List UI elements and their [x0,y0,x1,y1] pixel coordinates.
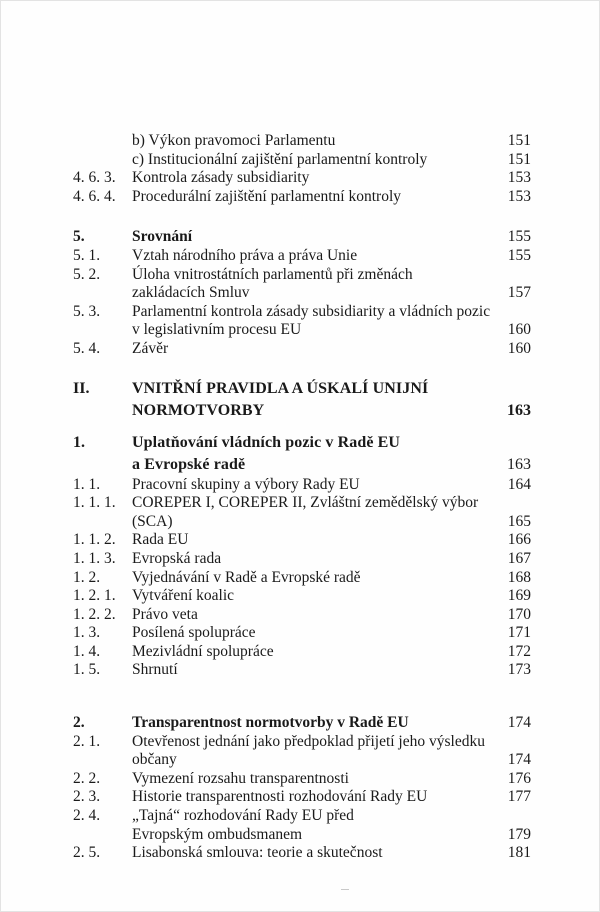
toc-entry-number: 1. 2. [73,568,101,586]
toc-entry-page: 160 [507,339,531,357]
toc-entry-number: 1. 1. 3. [73,549,116,567]
toc-entry-title: Kontrola zásady subsidiarity [132,169,310,187]
toc-entry-page: 169 [507,587,531,605]
toc-entry-title: Lisabonská smlouva: teorie a skutečnost [132,844,383,862]
scan-artifact [341,889,349,890]
toc-entry-title: Historie transparentnosti rozhodování Rady EU [132,788,428,806]
toc-entry-title-line: v legislativním procesu EU [132,321,302,339]
toc-entry-page: 179 [507,825,531,843]
toc-entry-page: 166 [507,531,531,549]
toc-entry [73,340,531,359]
toc-entry-title: Závěr [132,339,169,357]
toc-entry-title: Transparentnost normotvorby v Radě EU [132,714,409,732]
toc-entry-title: Vytváření koalic [132,587,235,605]
toc-entry [73,151,531,170]
toc-entry [73,494,531,531]
toc-entry-number: 2. 5. [73,844,101,862]
toc-entry-title: Vymezení rozsahu transparentnosti [132,769,349,787]
toc-entry-title-line: „Tajná“ rozhodování Rady EU před [132,807,354,825]
toc-entry-number: 2. 4. [73,807,101,825]
toc-entry-page: 164 [507,475,531,493]
toc-entry [73,807,531,844]
toc-entry [73,303,531,340]
toc-entry-title-line: Parlamentní kontrola zásady subsidiarity a vládních pozic [132,302,491,320]
toc-chapter-heading [73,714,531,733]
toc-entry-title: Vyjednávání v Radě a Evropské radě [132,568,361,586]
toc-entry [73,132,531,151]
toc-entry-number: 1. 2. 2. [73,605,116,623]
toc-entry-title: Evropská rada [132,549,222,567]
toc-entry-page: 177 [507,788,531,806]
toc-entry-title: Posílená spolupráce [132,624,256,642]
toc-entry-title: Právo veta [132,605,198,623]
toc-entry-page: 153 [507,187,531,205]
toc-entry-page: 151 [507,150,531,168]
toc-entry-page: 153 [507,169,531,187]
toc-entry [73,624,531,643]
toc-entry [73,550,531,569]
toc-entry-page: 176 [507,769,531,787]
toc-entry-page: 181 [507,844,531,862]
toc-entry [73,643,531,662]
toc-entry-number: 2. [73,714,85,732]
toc-entry-number: 1. 4. [73,642,101,660]
toc-entry-title: Shrnutí [132,661,178,679]
toc-entry-page: 155 [507,228,531,246]
toc-entry [73,188,531,207]
toc-entry-number: 5. 3. [73,302,101,320]
toc-entry-title: Mezivládní spolupráce [132,642,274,660]
toc-entry-number: 2. 2. [73,769,101,787]
toc-entry [73,733,531,770]
toc-entry-title-line: NORMOTVORBY [132,401,265,419]
toc-entry-page: 170 [507,605,531,623]
toc-entry [73,788,531,807]
toc-entry-page: 163 [507,401,531,419]
toc-entry-page: 155 [507,246,531,264]
toc-entry-number: 1. 1. 2. [73,531,116,549]
toc-entry-number: 5. [73,228,85,246]
toc-entry-number: 5. 2. [73,265,101,283]
toc-entry [73,844,531,863]
toc-entry-number: 1. 2. 1. [73,587,116,605]
toc-entry-title: b) Výkon pravomoci Parlamentu [132,132,336,149]
toc-entry [73,770,531,789]
toc-entry-page: 174 [507,751,531,769]
toc-entry-title-line: Otevřenost jednání jako předpoklad přijetí jeho výsledku [132,732,485,750]
toc-entry-title: Procedurální zajištění parlamentní kontroly [132,187,402,205]
toc-entry-number: 1. 1. [73,475,101,493]
table-of-contents [73,132,531,863]
toc-entry-number: 1. 5. [73,661,101,679]
toc-entry-number: 5. 4. [73,339,101,357]
toc-entry-page: 160 [507,321,531,339]
toc-entry-title-line: Evropským ombudsmanem [132,825,303,843]
toc-entry-title-line: (SCA) [132,512,173,530]
toc-entry-title-line: občany [132,751,177,769]
toc-entry-title: Pracovní skupiny a výbory Rady EU [132,475,360,493]
toc-entry-page: 171 [507,624,531,642]
toc-entry [73,266,531,303]
toc-entry [73,247,531,266]
toc-part-heading [73,378,531,422]
toc-entry [73,587,531,606]
toc-entry-title-line: Úloha vnitrostátních parlamentů při změnách [132,265,413,283]
toc-entry-title-line: zakládacích Smluv [132,284,250,302]
toc-entry-title: Srovnání [132,228,193,246]
toc-entry-page: 168 [507,568,531,586]
toc-entry-page: 173 [507,661,531,679]
toc-entry [73,169,531,188]
toc-chapter-heading [73,432,531,476]
toc-entry-title: c) Institucionální zajištění parlamentní kontroly [132,150,428,168]
toc-entry-number: 2. 3. [73,788,101,806]
toc-entry-number: 1. 1. 1. [73,494,116,512]
toc-entry-page: 174 [507,714,531,732]
toc-entry [73,606,531,625]
toc-entry-page: 172 [507,642,531,660]
toc-entry-page: 167 [507,549,531,567]
toc-entry-number: 1. [73,433,85,451]
toc-entry [73,569,531,588]
toc-entry-number: 1. 3. [73,624,101,642]
toc-entry [73,476,531,495]
toc-entry-page: 163 [507,455,531,473]
toc-entry-title-line: Uplatňování vládních pozic v Radě EU [132,433,401,451]
toc-entry-page: 157 [507,284,531,302]
toc-entry-number: II. [73,379,90,397]
toc-entry [73,661,531,680]
toc-entry-title-line: a Evropské radě [132,455,246,473]
toc-chapter-heading [73,228,531,247]
toc-entry-number: 5. 1. [73,246,101,264]
toc-entry-title-line: COREPER I, COREPER II, Zvláštní zemědělský výbor [132,494,479,512]
toc-entry-page: 165 [507,512,531,530]
toc-entry-title: Vztah národního práva a práva Unie [132,246,358,264]
toc-entry [73,531,531,550]
toc-entry-number: 2. 1. [73,732,101,750]
toc-entry-number: 4. 6. 4. [73,187,116,205]
toc-entry-title-line: VNITŘNÍ PRAVIDLA A ÚSKALÍ UNIJNÍ [132,379,429,397]
toc-entry-title: Rada EU [132,531,189,549]
toc-entry-number: 4. 6. 3. [73,169,116,187]
toc-entry-page: 151 [507,132,531,149]
